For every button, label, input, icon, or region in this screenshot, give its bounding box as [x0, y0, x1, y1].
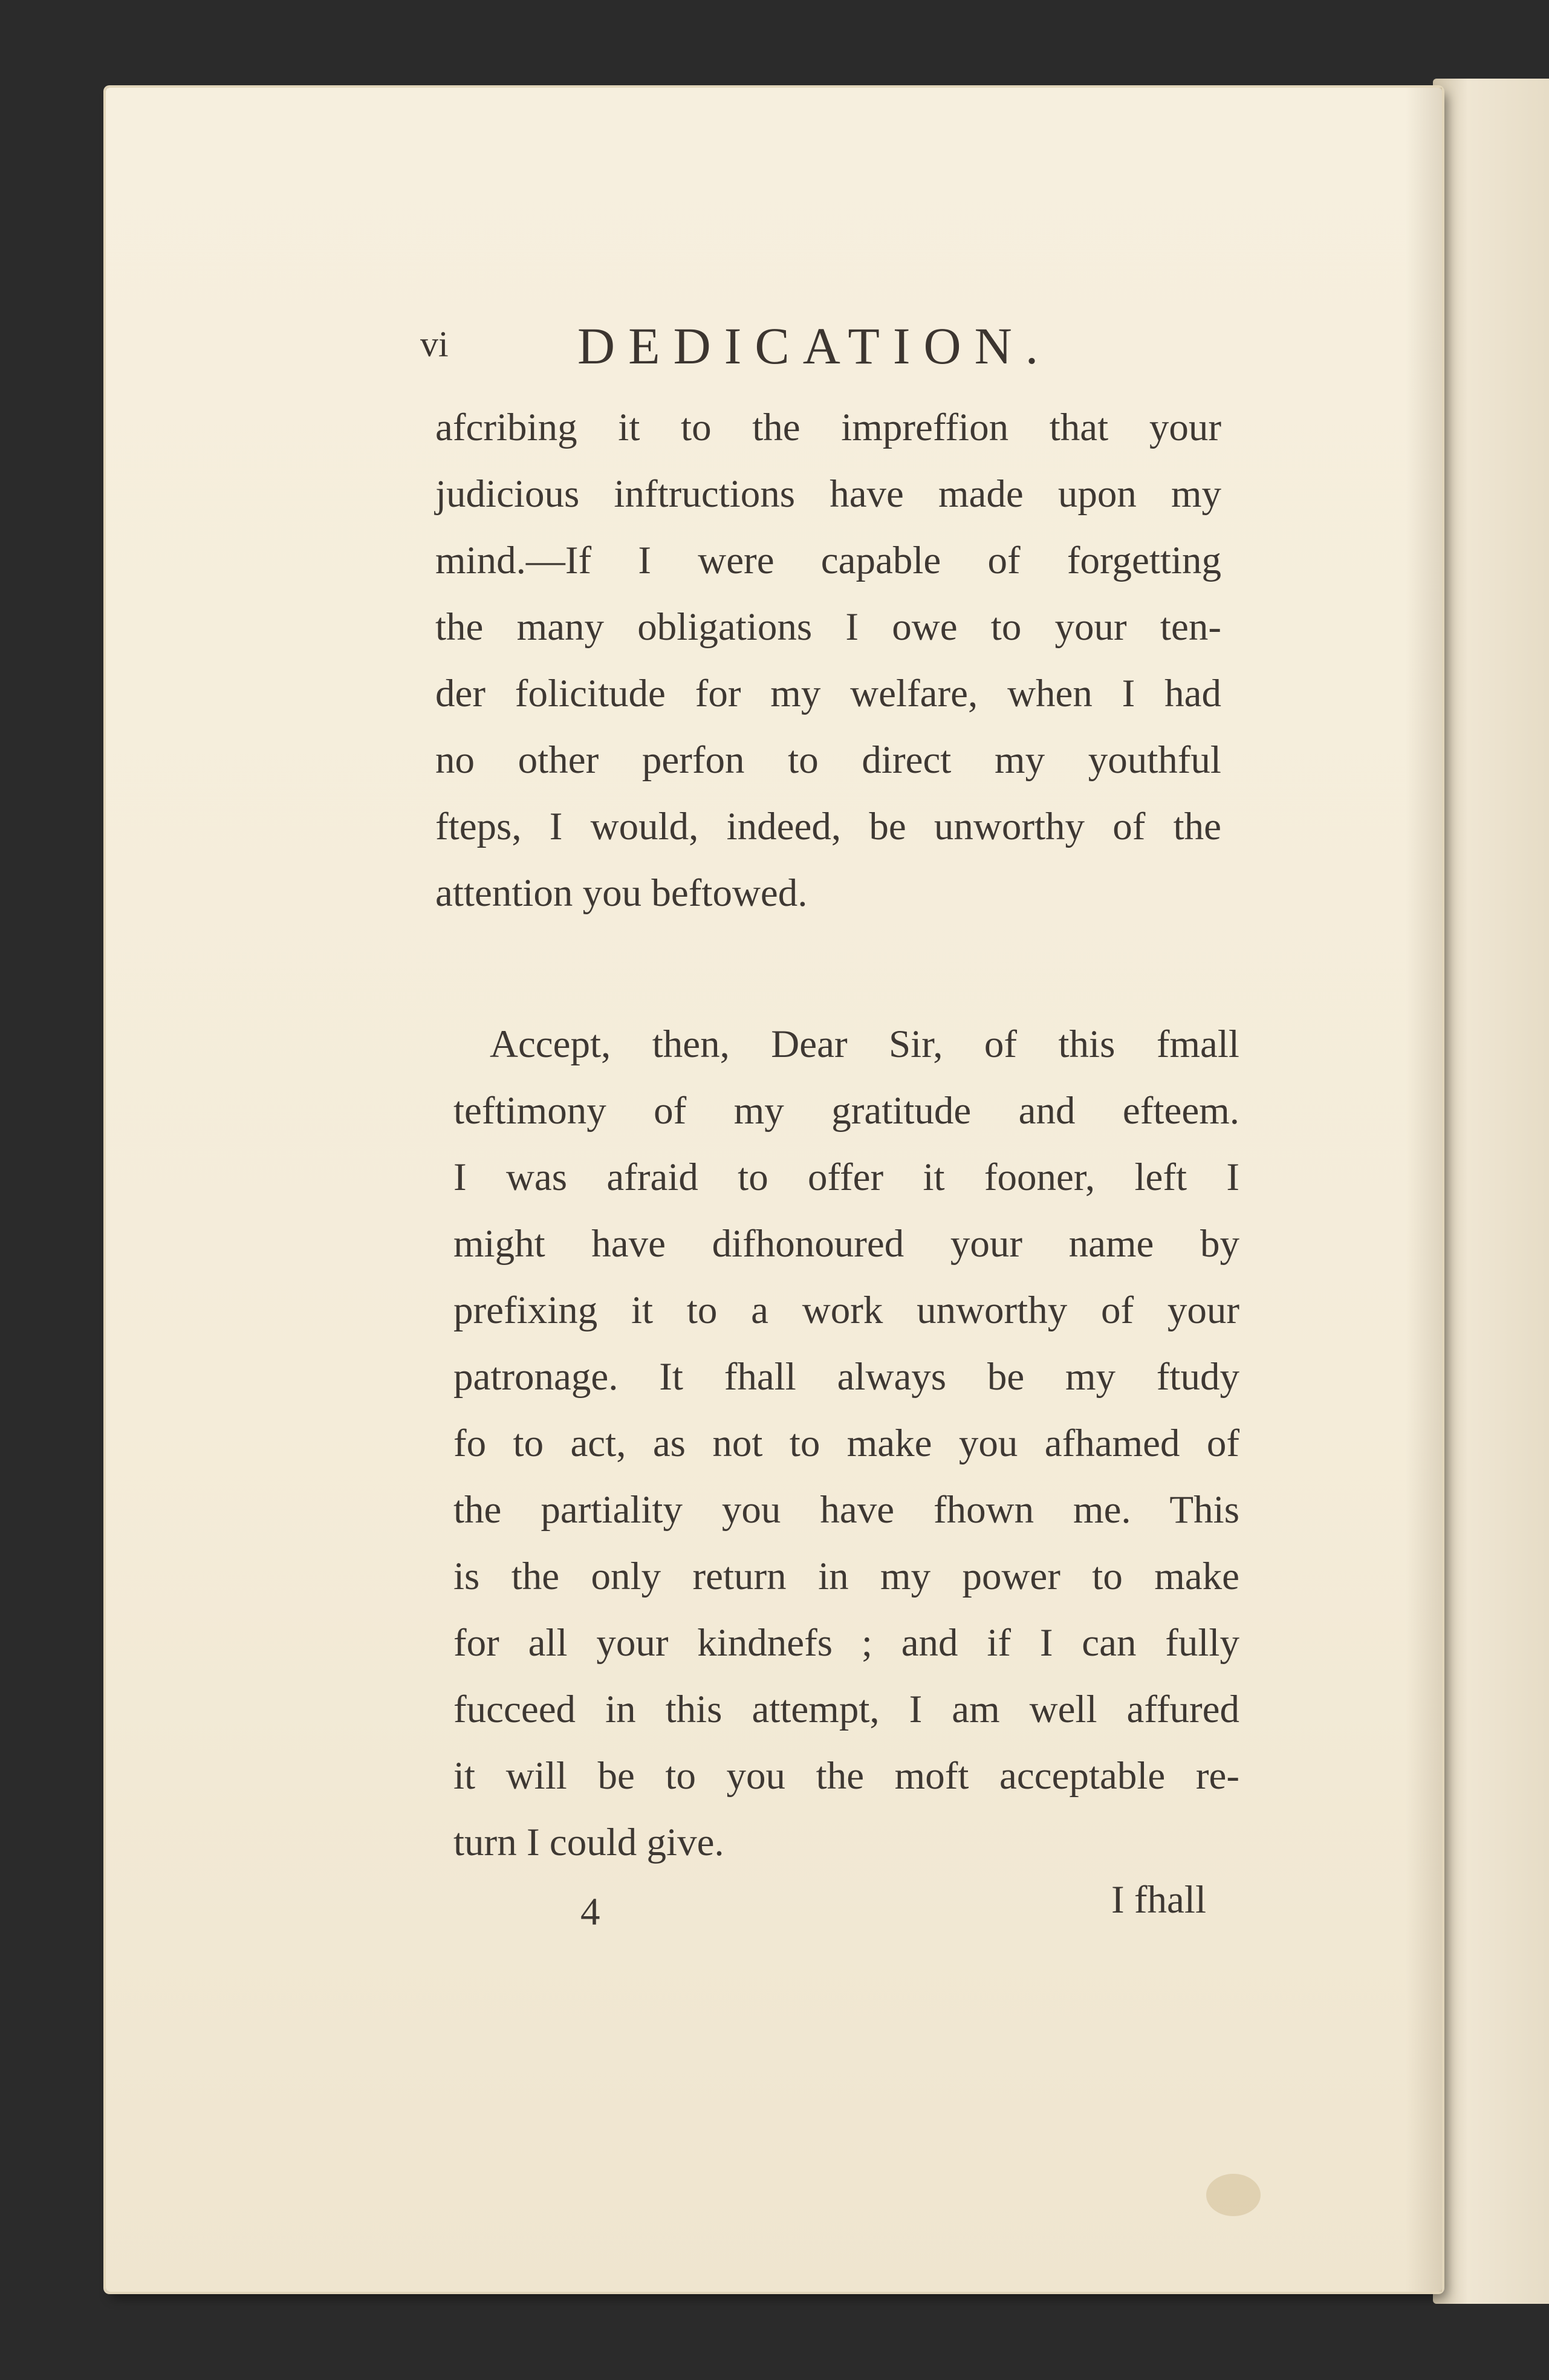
text-line: Accept, then, Dear Sir, of this fmall	[490, 1023, 1239, 1066]
text-line: mind.—If I were capable of forgetting	[435, 539, 1221, 582]
text-line: attention you beftowed.	[435, 871, 808, 915]
page-folio: vi	[420, 324, 449, 364]
text-line: fteps, I would, indeed, be unworthy of the	[435, 805, 1221, 848]
signature-mark: 4	[580, 1890, 600, 1934]
text-line: no other perfon to direct my youthful	[435, 738, 1221, 782]
text-line: it will be to you the moft acceptable re-	[453, 1754, 1239, 1798]
paper-stain	[1206, 2174, 1261, 2216]
running-head: DEDICATION.	[577, 317, 1052, 375]
text-line: for all your kindnefs ; and if I can fully	[453, 1621, 1239, 1665]
text-line: fo to act, as not to make you afhamed of	[453, 1422, 1239, 1465]
text-line: afcribing it to the impreffion that your	[435, 406, 1221, 449]
catchword: I fhall	[1111, 1878, 1207, 1922]
text-line: is the only return in my power to make	[453, 1555, 1239, 1598]
text-line: the partiality you have fhown me. This	[453, 1488, 1239, 1532]
text-line: I was afraid to offer it fooner, left I	[453, 1156, 1239, 1199]
adjacent-page-edge	[1433, 79, 1549, 2304]
text-line: might have difhonoured your name by	[453, 1222, 1239, 1266]
text-line: der folicitude for my welfare, when I had	[435, 672, 1221, 715]
text-line: turn I could give.	[453, 1821, 724, 1864]
text-line: prefixing it to a work unworthy of your	[453, 1289, 1239, 1332]
text-line: fucceed in this attempt, I am well affured	[453, 1688, 1239, 1731]
text-line: teftimony of my gratitude and efteem.	[453, 1089, 1239, 1133]
text-line: patronage. It fhall always be my ftudy	[453, 1355, 1239, 1399]
text-line: the many obligations I owe to your ten-	[435, 605, 1221, 649]
text-line: judicious inftructions have made upon my	[435, 472, 1221, 516]
